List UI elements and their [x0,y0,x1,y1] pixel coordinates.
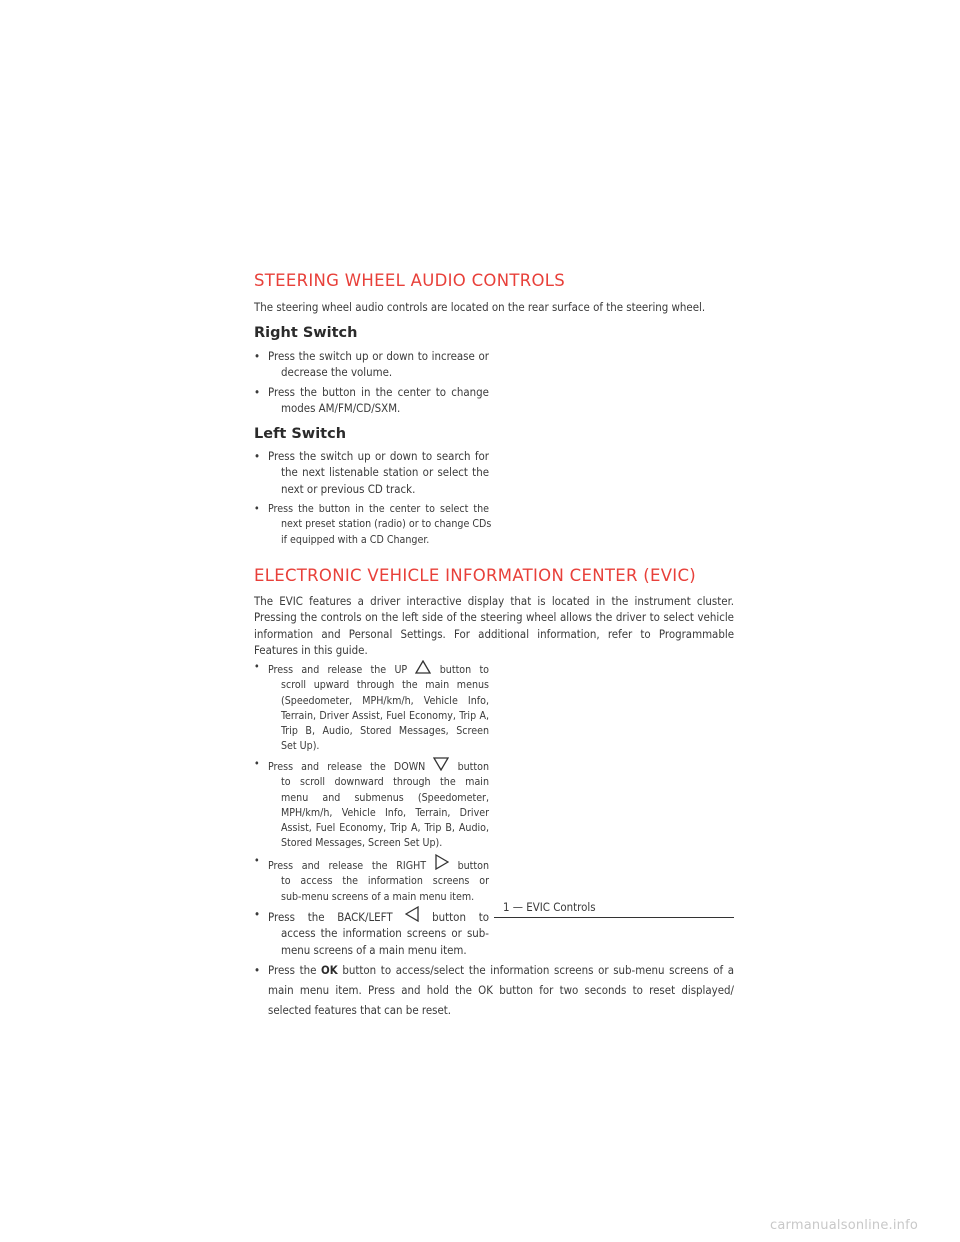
right-triangle-icon [435,854,449,870]
caption-rule [494,917,734,918]
evic-intro: The EVIC features a driver interactive display that is located in the instrument cluster. Pressing the controls on the left side of the steering wheel allows the driver to select vehicle information and Personal Settings. For additional information, refer to Programmable Features in this guide. [254,594,734,657]
evic-down-bullet: • Press and release the DOWN button to scroll downward through the main menu and submenus (Speedometer, MPH/km/h, Vehicle Info, Terrain, Driver Assist, Fuel Economy, Trip A, Trip B, Audio, Stored Messages, Screen Set Up). [254,758,489,850]
evic-left-bullet: • Press the BACK/LEFT button to access the information screens or sub- menu screens of a main menu item. [254,907,489,957]
bullet-marker: • [254,503,260,515]
section-title-evic: ELECTRONIC VEHICLE INFORMATION CENTER (EVIC) [254,566,697,585]
right-switch-bullet-2: • Press the button in the center to change modes AM/FM/CD/SXM. [254,385,489,416]
bullet-marker: • [254,963,261,977]
section-title-steering-wheel-audio-controls: STEERING WHEEL AUDIO CONTROLS [254,271,566,290]
bullet-marker: • [254,385,261,399]
up-triangle-icon [415,660,431,674]
bullet-marker: • [254,855,260,867]
watermark: carmanualsonline.info [770,1218,919,1233]
down-triangle-icon [433,757,449,771]
evic-ok-bullet: • Press the OK button to access/select the information screens or sub-menu screens of a main menu item. Press and hold the OK button for two seconds to reset displayed/ selected features that can be reset. [254,960,734,1020]
steering-audio-intro: The steering wheel audio controls are located on the rear surface of the steering wheel. [254,300,706,314]
left-triangle-icon [405,906,419,922]
bullet-marker: • [254,907,261,921]
evic-up-bullet: • Press and release the UP button to scroll upward through the main menus (Speedometer, MPH/km/h, Vehicle Info, Terrain, Driver Assist, Fuel Economy, Trip A, Trip B, Audio, Stored Messages, Screen Set Up). [254,661,490,753]
right-switch-heading: Right Switch [254,325,358,341]
right-switch-bullet-1: • Press the switch up or down to increase or decrease the volume. [254,349,489,380]
bullet-marker: • [254,449,261,463]
left-switch-bullet-2: • Press the button in the center to select the next preset station (radio) or to change CDs if equipped with a CD Changer. [254,503,492,546]
bullet-marker: • [254,661,260,673]
left-switch-heading: Left Switch [254,426,347,442]
evic-right-bullet: • Press and release the RIGHT button to access the information screens or sub-menu screens of a main menu item. [254,855,489,903]
left-switch-bullet-1: • Press the switch up or down to search for the next listenable station or select the next or previous CD track. [254,449,489,496]
bullet-marker: • [254,758,260,770]
ok-label: OK [321,963,338,977]
figure-caption: 1 — EVIC Controls [503,900,596,914]
bullet-marker: • [254,349,261,363]
